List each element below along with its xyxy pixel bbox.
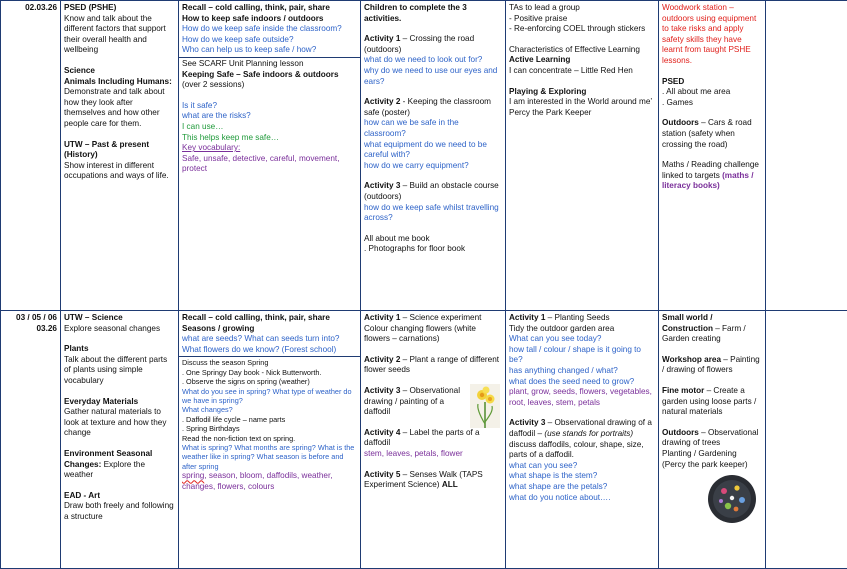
learning-objectives-cell: UTW – Science Explore seasonal changes Plants Talk about the different parts of plants using simple vocabulary Everyday Materials Gather natural materials to look at texture and how they change Environment Seasonal Changes: Explore the weather EAD - Art Draw both freely and following a structure xyxy=(61,311,179,569)
learning-objectives-cell: PSED (PSHE) Know and talk about the different factors that support their overall health and wellbeing Science Animals Including Humans: Demonstrate and talk about how they look after themselves and how other people care for them. UTW – Past & present (History) Show interest in different occupations and ways of life. xyxy=(61,1,179,311)
garden-tray-image xyxy=(706,474,758,524)
adult-role-cell: Activity 1 – Planting Seeds Tidy the outdoor garden area What can you see today? how tall / colour / shape is it going to be? has anything changed / what? what does the seed need to grow? plant, grow, seeds, flowers, vegetables, root, leaves, stem, petals Activity 3 – Observational drawing of a daffodil – (use stands for portraits) discuss daffodils, colour, shape, size, parts of a daffodil. what can you see? what shape is the stem? what shape are the petals? what do you notice about…. xyxy=(506,311,659,569)
activities-cell: Activity 1 – Science experiment Colour changing flowers (white flowers – carnations) Activity 2 – Plant a range of different flower seeds Activity 3 – Observational drawing / painting of a daffodil Activity 4 – Label the parts of a daffodil stem, leaves, petals, flower Activity 5 – Senses Walk (TAPS Experiment Science) ALL xyxy=(361,311,506,569)
daffodil-image xyxy=(470,384,500,428)
adult-role-cell: TAs to lead a group - Positive praise - Re-enforcing COEL through stickers Characteristics of Effective Learning Active Learning I can concentrate – Little Red Hen Playing & Exploring I am interested in the World around me’ Percy the Park Keeper xyxy=(506,1,659,311)
empty-cell xyxy=(766,311,847,569)
activities-cell: Children to complete the 3 activities. Activity 1 – Crossing the road (outdoors) what do we need to look out for? why do we need to use our eyes and ears? Activity 2 - Keeping the classroom safe (poster) how can we be safe in the classroom? what equipment do we need to be careful with? how do we carry equipment? Activity 3 – Build an obstacle course (outdoors) how do we keep safe whilst travelling across? All about me book . Photographs for floor book xyxy=(361,1,506,311)
week-row xyxy=(1,311,847,569)
date-cell: 03 / 05 / 06 03.26 xyxy=(1,311,61,569)
continuous-provision-cell: Woodwork station – outdoors using equipment to take risks and apply safety skills they have learnt from taught PSHE lessons. PSED . All about me area . Games Outdoors – Cars & road station (safety when crossing the road) Maths / Reading challenge linked to targets (maths / literacy books) xyxy=(659,1,766,311)
continuous-provision-cell: Small world / Construction – Farm / Garden creating Workshop area – Painting / drawing of flowers Fine motor – Create a garden using loose parts / natural materials Outdoors – Observational drawing of trees Planting / Gardening (Percy the park keeper) xyxy=(659,311,766,569)
teaching-cell: Recall – cold calling, think, pair, share Seasons / growing what are seeds? What can seeds turn into? What flowers do we know? (Forest school) Discuss the season Spring . One Springy Day book - Nick Butterworth. . Observe the signs on spring (weather) What do you see in spring? What type of weather do we have in spring? What changes? . Daffodil life cycle – name parts . Spring Birthdays Read the non-fiction text on spring. What is spring? What months are spring? What is the weather like in spring? What season is before and after spring spring, season, bloom, daffodils, weather, changes, flowers, colours xyxy=(179,311,361,569)
week-row xyxy=(1,1,847,311)
empty-cell xyxy=(766,1,847,311)
teaching-cell: Recall – cold calling, think, pair, share How to keep safe indoors / outdoors How do we keep safe inside the classroom? How do we keep safe outside? Who can help us to keep safe / how? See SCARF Unit Planning lesson Keeping Safe – Safe indoors & outdoors (over 2 sessions) Is it safe? what are the risks? I can use… This helps keep me safe… Key vocabulary: Safe, unsafe, detective, careful, movement, protect xyxy=(179,1,361,311)
date-cell: 02.03.26 xyxy=(1,1,61,311)
